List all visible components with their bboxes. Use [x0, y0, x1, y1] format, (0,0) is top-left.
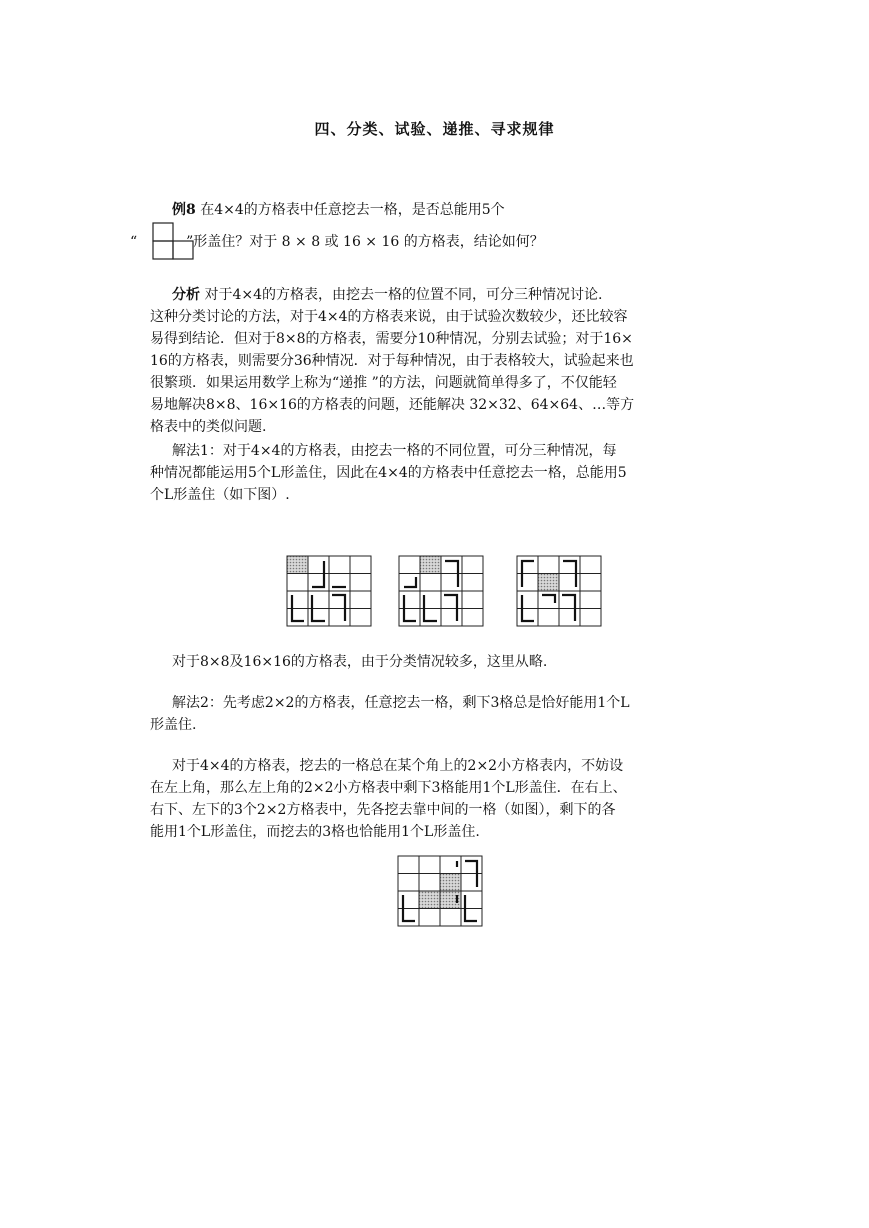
example-text-2: ”形盖住？对于 8 × 8 或 16 × 16 的方格表，结论如何？ — [186, 234, 544, 250]
analysis-line-1 — [172, 285, 602, 305]
analysis-line: 易地解决8×8、16×16的方格表的问题，还能解决 32×32、64×64、…等方 — [150, 397, 635, 413]
paragraph-line: 对于4×4的方格表，挖去的一格总在某个角上的2×2小方格表内，不妨设 — [172, 758, 624, 774]
note-8x8: 对于8×8及16×16的方格表，由于分类情况较多，这里从略. — [172, 654, 548, 670]
analysis-label: 分析 — [172, 287, 200, 303]
analysis-line: 16的方格表，则需要分36种情况．对于每种情况，由于表格较大，试验起来也 — [150, 353, 634, 369]
example-line-1 — [172, 200, 505, 220]
solution1-line: 种情况都能运用5个L形盖住，因此在4×4的方格表中任意挖去一格，总能用5 — [150, 465, 627, 481]
solution1-line: 解法1：对于4×4的方格表，由挖去一格的不同位置，可分三种情况，每 — [172, 443, 617, 459]
analysis-line: 格表中的类似问题. — [150, 419, 267, 435]
paragraph-line: 在左上角，那么左上角的2×2小方格表中剩下3格能用1个L形盖住．在右上、 — [150, 780, 627, 796]
section-title: 四、分类、试验、递推、寻求规律 — [314, 120, 555, 138]
solution2-line: 形盖住. — [150, 717, 197, 733]
solution2-line: 解法2：先考虑2×2的方格表，任意挖去一格，剩下3格总是恰好能用1个L — [172, 695, 630, 711]
grid-figure-case-1 — [286, 555, 372, 627]
grid-figure-case-2 — [398, 555, 484, 627]
solution1-line: 个L形盖住（如下图）. — [150, 487, 290, 503]
analysis-text: 对于4×4的方格表，由挖去一格的位置不同，可分三种情况讨论. — [204, 287, 603, 303]
example-label: 例8 — [172, 202, 196, 218]
grid-figure-case-3 — [516, 555, 602, 627]
analysis-line: 这种分类讨论的方法，对于4×4的方格表来说，由于试验次数较少，还比较容 — [150, 309, 628, 325]
paragraph-line: 能用1个L形盖住，而挖去的3格也恰能用1个L形盖住. — [150, 824, 480, 840]
example-text-1: 在4×4的方格表中任意挖去一格，是否总能用5个 — [200, 202, 505, 218]
open-quote: “ — [130, 234, 138, 250]
grid-figure-recursive — [397, 855, 483, 927]
analysis-line: 易得到结论．但对于8×8的方格表，需要分10种情况，分别去试验；对于16× — [150, 331, 633, 347]
paragraph-line: 右下、左下的3个2×2方格表中，先各挖去靠中间的一格（如图），剩下的各 — [150, 802, 616, 818]
analysis-line: 很繁琐．如果运用数学上称为“递推 ”的方法，问题就简单得多了，不仅能轻 — [150, 375, 617, 391]
l-shape-icon — [152, 222, 194, 260]
